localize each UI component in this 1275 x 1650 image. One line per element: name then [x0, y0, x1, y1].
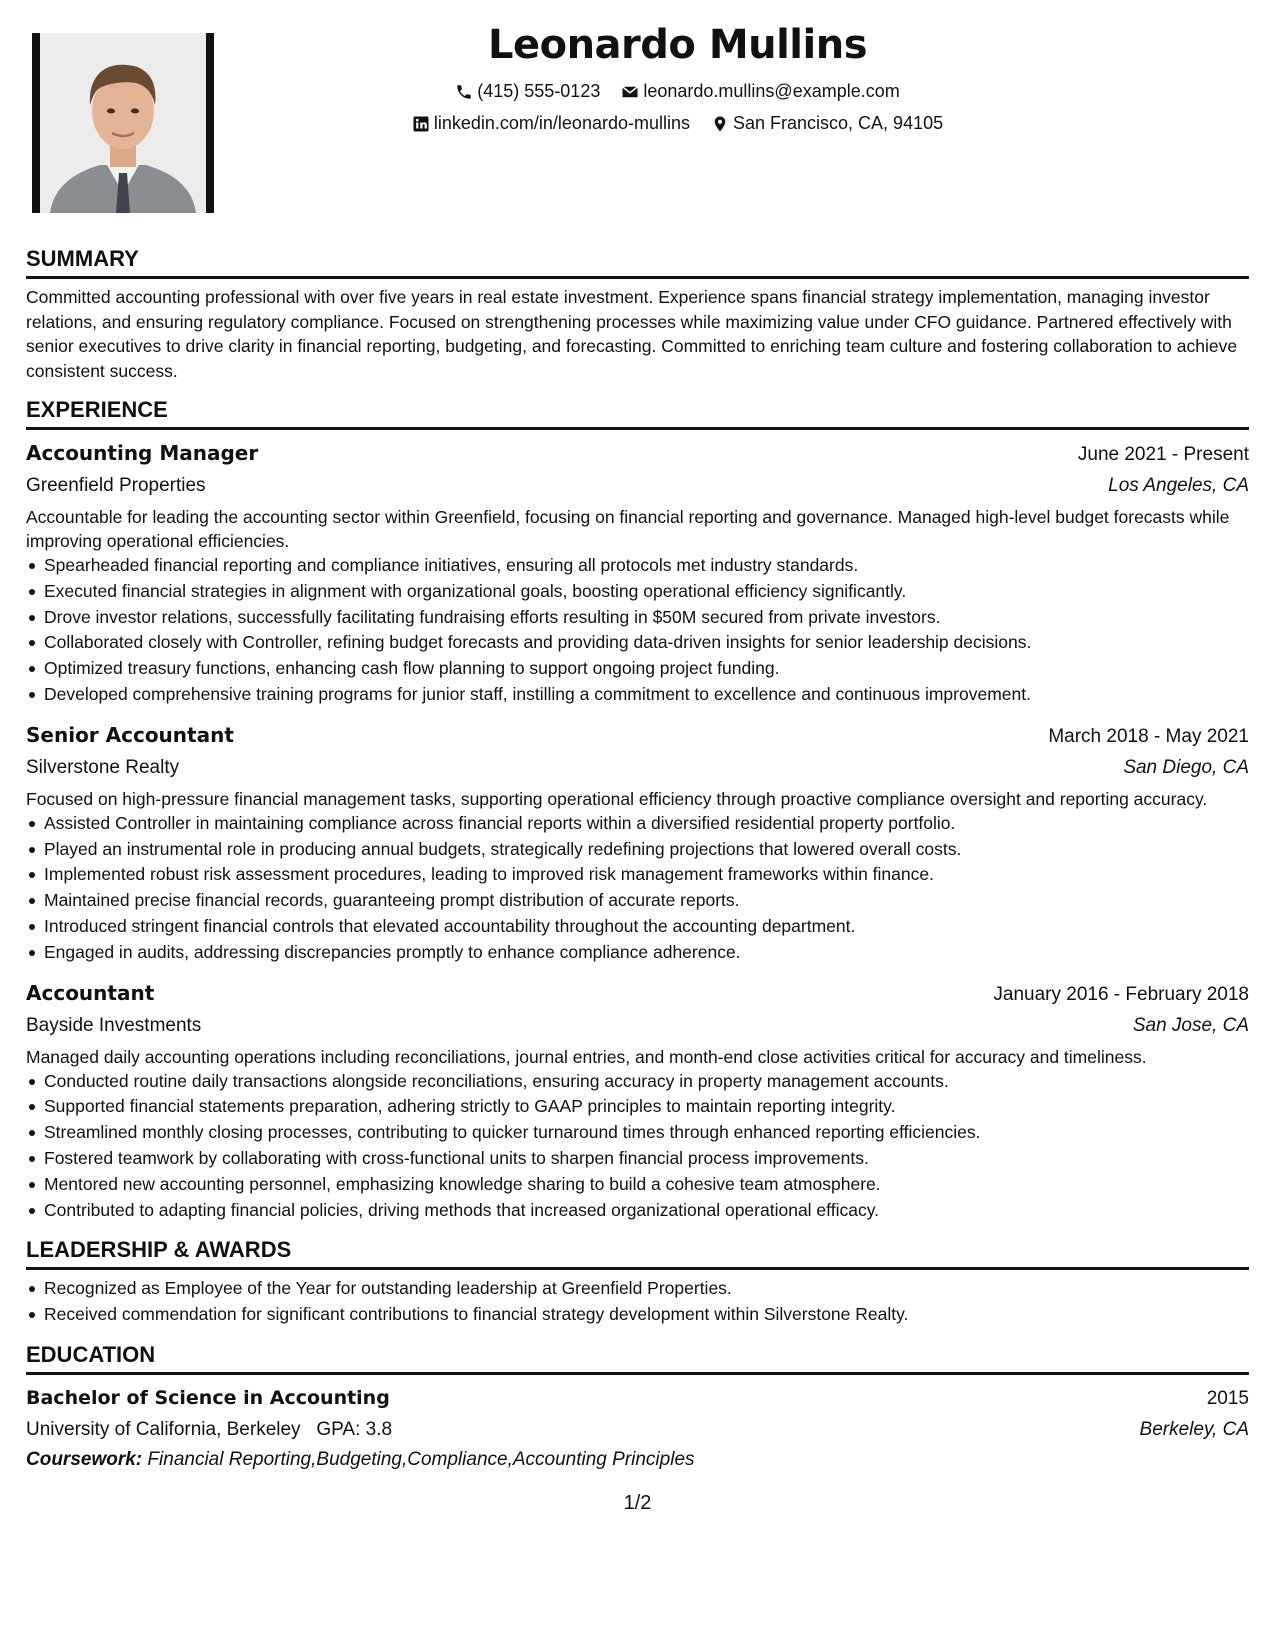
awards-list: [26, 1276, 1249, 1328]
summary-section: [26, 246, 1249, 383]
experience-section: [26, 397, 1249, 1223]
job-title: Accountant: [26, 980, 155, 1005]
school-location: Berkeley, CA: [1139, 1418, 1249, 1440]
job-title: Senior Accountant: [26, 722, 234, 747]
section-title-awards: LEADERSHIP & AWARDS: [26, 1237, 1249, 1270]
job-entry: [26, 438, 1249, 708]
job-entry: [26, 720, 1249, 966]
graduation-year: 2015: [1206, 1387, 1249, 1409]
contact-email[interactable]: [621, 81, 899, 102]
section-title-summary: SUMMARY: [26, 246, 1249, 279]
contact-location: [711, 113, 943, 134]
list-item: Contributed to adapting financial policies, driving methods that increased organizational operational efficacy.: [44, 1198, 1249, 1224]
list-item: Recognized as Employee of the Year for outstanding leadership at Greenfield Properties.: [44, 1276, 1249, 1302]
company-name: Bayside Investments: [26, 1014, 202, 1036]
degree-name: Bachelor of Science in Accounting: [26, 1386, 390, 1409]
job-description: Focused on high-pressure financial management tasks, supporting operational efficiency through proactive compliance oversight and reporting accuracy.: [26, 788, 1208, 809]
coursework-label: Coursework:: [26, 1448, 143, 1470]
list-item: Drove investor relations, successfully facilitating fundraising efforts resulting in $50M secured from private investors.: [44, 605, 1249, 631]
list-item: Collaborated closely with Controller, refining budget forecasts and providing data-driven insights for senior leadership decisions.: [44, 630, 1249, 656]
resume-content: [26, 246, 1249, 1489]
company-name: Greenfield Properties: [26, 475, 206, 496]
education-section: [26, 1342, 1249, 1475]
list-item: Fostered teamwork by collaborating with cross-functional units to sharpen financial process improvements.: [44, 1146, 1249, 1172]
list-item: Streamlined monthly closing processes, contributing to quicker turnaround times through enhanced reporting efficiencies.: [44, 1120, 1249, 1146]
job-dates: January 2016 - February 2018: [993, 983, 1249, 1005]
list-item: Mentored new accounting personnel, emphasizing knowledge sharing to build a cohesive team atmosphere.: [44, 1172, 1249, 1198]
education-entry: [26, 1383, 1249, 1475]
job-description: Accountable for leading the accounting sector within Greenfield, focusing on financial reporting and governance. Managed high-level budget forecasts while improving operational efficiencies.: [26, 507, 1230, 551]
linkedin-icon: [412, 115, 430, 133]
list-item: Implemented robust risk assessment procedures, leading to improved risk management frameworks within finance.: [44, 862, 1249, 888]
phone-text: (415) 555-0123: [477, 81, 601, 101]
job-dates: June 2021 - Present: [1077, 444, 1249, 465]
phone-icon: [455, 83, 473, 101]
list-item: Developed comprehensive training programs for junior staff, instilling a commitment to excellence and continuous improvement.: [44, 682, 1249, 708]
page-number: 1/2: [623, 1492, 652, 1514]
list-item: Optimized treasury functions, enhancing cash flow planning to support ongoing project funding.: [44, 656, 1249, 682]
envelope-icon: [621, 83, 639, 101]
gpa: GPA: 3.8: [316, 1418, 393, 1440]
contact-phone[interactable]: [455, 81, 600, 102]
list-item: Received commendation for significant contributions to financial strategy development within Silverstone Realty.: [44, 1302, 1249, 1328]
job-location: Los Angeles, CA: [1108, 475, 1249, 496]
coursework-list: Financial Reporting,Budgeting,Compliance,Accounting Principles: [147, 1448, 695, 1470]
job-location: San Diego, CA: [1123, 756, 1249, 778]
job-bullets: [26, 553, 1249, 708]
section-title-experience: EXPERIENCE: [26, 397, 1249, 430]
list-item: Executed financial strategies in alignment with organizational goals, boosting operational efficiency significantly.: [44, 579, 1249, 605]
contact-linkedin[interactable]: [412, 113, 690, 134]
linkedin-text: linkedin.com/in/leonardo-mullins: [433, 113, 690, 133]
candidate-name: Leonardo Mullins: [487, 22, 868, 68]
job-bullets: [26, 1069, 1249, 1224]
list-item: Maintained precise financial records, guaranteeing prompt distribution of accurate reports.: [44, 888, 1249, 914]
summary-text: Committed accounting professional with over five years in real estate investment. Experience spans financial strategy implementation, managing investor relations, and ensuring regulatory compliance. Focused on strengthening processes while maximizing value under CFO guidance. Partnered effectively with senior executives to drive clarity in financial reporting, budgeting, and forecasting. Committed to enriching team culture and fostering collaboration to achieve consistent success.: [26, 287, 1238, 381]
job-entry: [26, 978, 1249, 1224]
list-item: Engaged in audits, addressing discrepancies promptly to enhance compliance adherence.: [44, 940, 1249, 966]
map-pin-icon: [711, 115, 729, 133]
email-text: leonardo.mullins@example.com: [643, 81, 900, 101]
job-bullets: [26, 811, 1249, 966]
list-item: Supported financial statements preparation, adhering strictly to GAAP principles to maintain reporting integrity.: [44, 1094, 1249, 1120]
list-item: Spearheaded financial reporting and compliance initiatives, ensuring all protocols met industry standards.: [44, 553, 1249, 579]
list-item: Assisted Controller in maintaining compliance across financial reports within a diversified residential property portfolio.: [44, 811, 1249, 837]
contact-row-primary: [80, 81, 1275, 106]
contact-row-secondary: [80, 113, 1275, 138]
school-line: [26, 1415, 392, 1445]
coursework-line: [26, 1445, 1249, 1475]
school-name: University of California, Berkeley: [26, 1418, 301, 1440]
job-location: San Jose, CA: [1132, 1014, 1249, 1036]
list-item: Played an instrumental role in producing annual budgets, strategically redefining projections that lowered overall costs.: [44, 837, 1249, 863]
section-title-education: EDUCATION: [26, 1342, 1249, 1375]
job-description: Managed daily accounting operations including reconciliations, journal entries, and month-end close activities critical for accuracy and timeliness.: [26, 1046, 1147, 1067]
job-dates: March 2018 - May 2021: [1048, 725, 1249, 747]
list-item: Conducted routine daily transactions alongside reconciliations, ensuring accuracy in property management accounts.: [44, 1069, 1249, 1095]
job-title: Accounting Manager: [26, 441, 259, 465]
list-item: Introduced stringent financial controls that elevated accountability throughout the accounting department.: [44, 914, 1249, 940]
awards-section: [26, 1237, 1249, 1328]
company-name: Silverstone Realty: [26, 756, 180, 778]
location-text: San Francisco, CA, 94105: [733, 113, 944, 133]
